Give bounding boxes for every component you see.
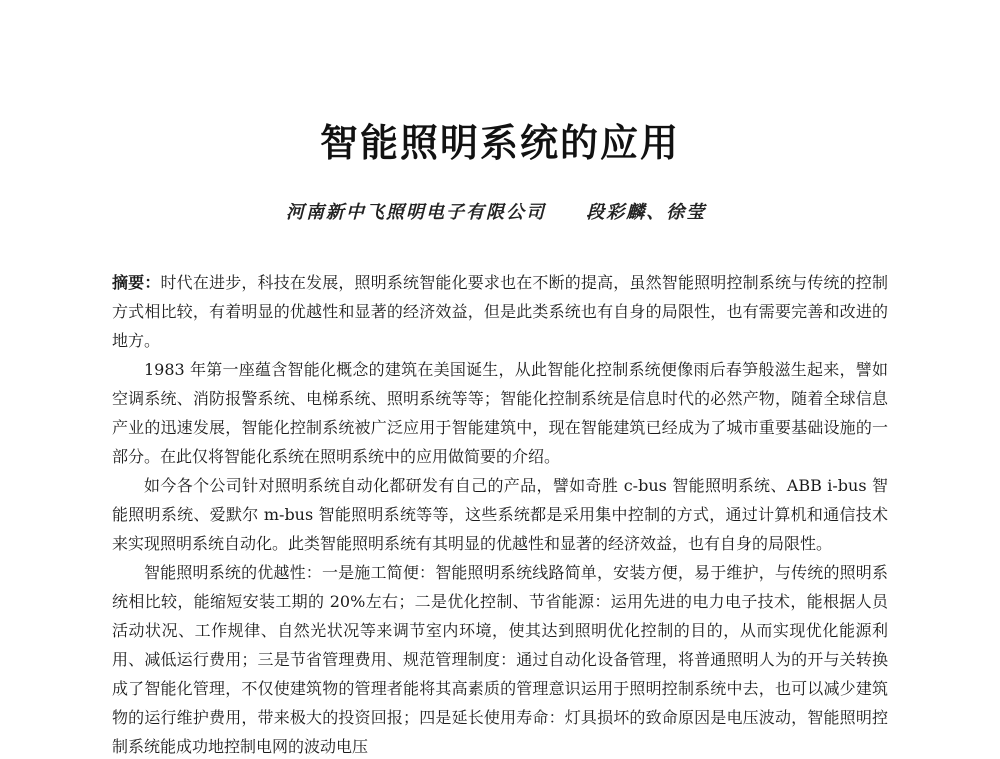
authors: 段彩麟、徐莹 — [586, 202, 707, 223]
abstract-paragraph — [112, 268, 888, 355]
body-text — [112, 268, 888, 759]
paragraph-advantages: 智能照明系统的优越性：一是施工简便：智能照明系统线路简单，安装方便，易于维护，与传统的照明系统相比较，能缩短安装工期的 20%左右；二是优化控制、节省能源：运用先进的电力电子技术，能根据人员活动状况、工作规律、自然光状况等来调节室内环境，使其达到照明优化控制的目的，从而实现优化能源利用、减低运行费用；三是节省管理费用、规范管理制度：通过自动化设备管理，将普通照明人为的开与关转换成了智能化管理，不仅使建筑物的管理者能将其高素质的管理意识运用于照明控制系统中去，也可以减少建筑物的运行维护费用，带来极大的投资回报；四是延长使用寿命：灯具损坏的致命原因是电压波动，智能照明控制系统能成功地控制电网的波动电压 — [112, 563, 888, 756]
byline — [286, 198, 706, 224]
paragraph-products: 如今各个公司针对照明系统自动化都研发有自己的产品，譬如奇胜 c-bus 智能照明系统、ABB i-bus 智能照明系统、爱默尔 m-bus 智能照明系统等等，这些系统都是采用集中控制的方式，通过计算机和通信技术来实现照明系统自动化。此类智能照明系统有其明显的优越性和显著的经济效益，也有自身的局限性。 — [112, 476, 888, 553]
organization: 河南新中飞照明电子有限公司 — [286, 202, 546, 223]
abstract-text: 时代在进步，科技在发展，照明系统智能化要求也在不断的提高，虽然智能照明控制系统与传统的控制方式相比较，有着明显的优越性和显著的经济效益，但是此类系统也有自身的局限性，也有需要完善和改进的地方。 — [112, 273, 888, 350]
paper-title: 智能照明系统的应用 — [319, 121, 680, 165]
paragraph-intro: 1983 年第一座蕴含智能化概念的建筑在美国诞生，从此智能化控制系统便像雨后春笋般滋生起来，譬如空调系统、消防报警系统、电梯系统、照明系统等等；智能化控制系统是信息时代的必然产物，随着全球信息产业的迅速发展，智能化控制系统被广泛应用于智能建筑中，现在智能建筑已经成为了城市重要基础设施的一部分。在此仅将智能化系统在照明系统中的应用做简要的介绍。 — [112, 360, 888, 466]
abstract-label: 摘要： — [112, 273, 161, 292]
